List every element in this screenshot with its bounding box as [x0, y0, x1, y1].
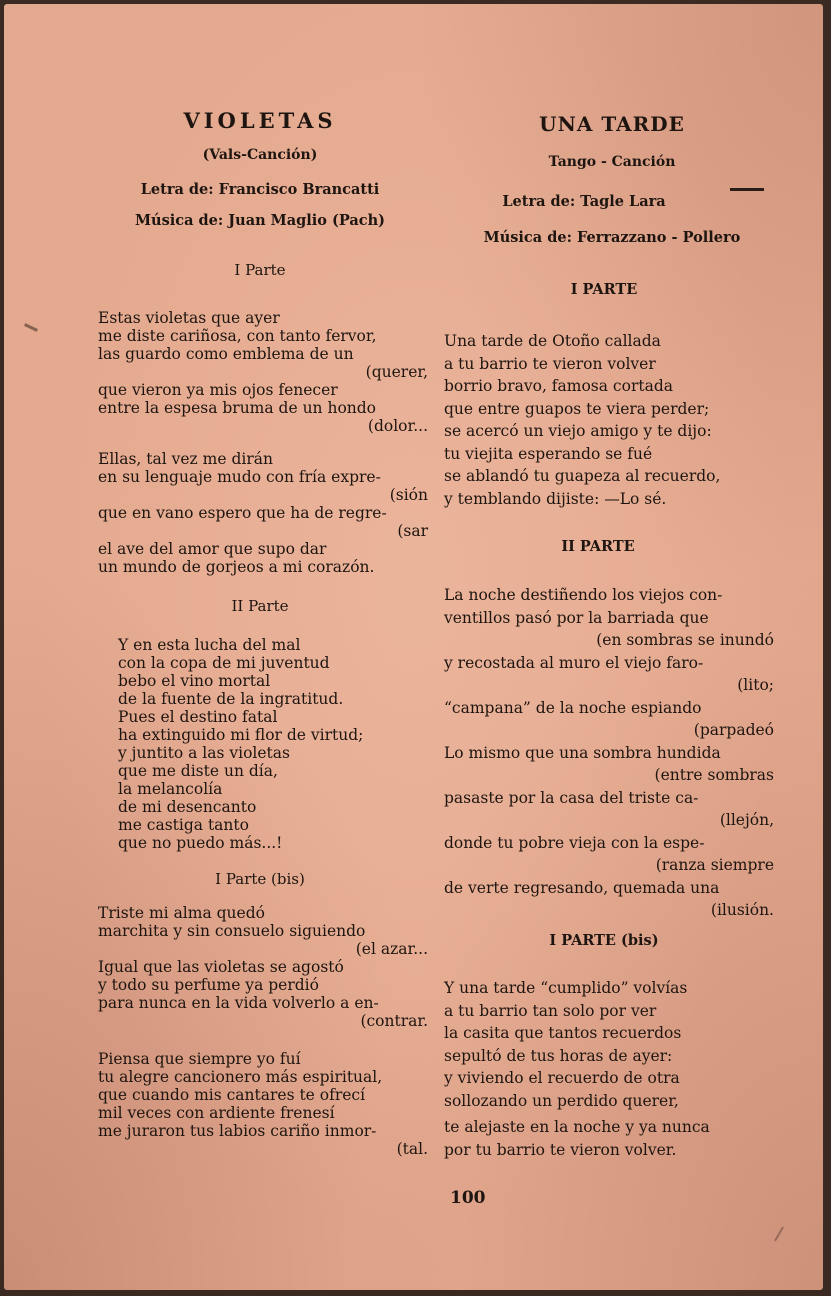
song-column-violetas — [90, 4, 430, 1290]
verse-line: marchita y sin consuelo siguiendo — [98, 922, 366, 940]
verse-line: que en vano espero que ha de regre- — [98, 504, 387, 522]
verse-line: que no puedo más...! — [118, 834, 283, 852]
verse-line: Lo mismo que una sombra hundida — [444, 743, 721, 762]
verse-line: para nunca en la vida volverlo a en- — [98, 994, 379, 1012]
verse-line-continuation: (en sombras se inundó — [596, 631, 774, 649]
section-heading: II Parte — [231, 597, 289, 615]
verse-line-continuation: (sión — [389, 486, 428, 504]
song-column-una-tarde — [442, 4, 782, 1290]
verse-line: con la copa de mi juventud — [118, 654, 330, 672]
verse-line: ventillos pasó por la barriada que — [444, 608, 709, 627]
section-heading: I Parte — [234, 261, 286, 279]
verse-stanza — [98, 450, 428, 576]
verse-line-continuation: (lito; — [737, 676, 774, 694]
verse-line: y viviendo el recuerdo de otra — [444, 1069, 680, 1087]
verse-line: y todo su perfume ya perdió — [98, 976, 319, 994]
verse-line: borrio bravo, famosa cortada — [444, 377, 673, 395]
song-subtitle: Tango - Canción — [548, 154, 676, 170]
verse-line: “campana” de la noche espiando — [444, 698, 702, 717]
verse-line-continuation: (llejón, — [719, 811, 774, 829]
verse-line: me castiga tanto — [118, 816, 249, 834]
ink-mark — [730, 188, 764, 191]
verse-line: de la fuente de la ingratitud. — [118, 690, 344, 708]
verse-line: donde tu pobre vieja con la espe- — [444, 833, 705, 852]
verse-line: que cuando mis cantares te ofrecí — [98, 1086, 366, 1104]
verse-line: y temblando dijiste: —Lo sé. — [444, 489, 667, 508]
verse-line: que vieron ya mis ojos fenecer — [98, 381, 338, 399]
verse-line: por tu barrio te vieron volver. — [444, 1140, 677, 1159]
verse-line: el ave del amor que supo dar — [98, 540, 327, 558]
section-heading: I PARTE — [570, 281, 638, 298]
verse-line: mil veces con ardiente frenesí — [98, 1104, 335, 1122]
verse-line: a tu barrio te vieron volver — [444, 354, 656, 373]
verse-line: Una tarde de Otoño callada — [444, 332, 661, 350]
verse-line: La noche destiñendo los viejos con- — [444, 586, 723, 604]
verse-line: de verte regresando, quemada una — [444, 878, 720, 897]
verse-line: las guardo como emblema de un — [98, 345, 354, 363]
verse-line-continuation: (ilusión. — [710, 901, 774, 919]
verse-line: entre la espesa bruma de un hondo — [98, 399, 377, 417]
verse-line: Estas violetas que ayer — [98, 309, 280, 327]
verse-line: me diste cariñosa, con tanto fervor, — [98, 327, 377, 345]
verse-line: sollozando un perdido querer, — [444, 1091, 679, 1110]
verse-stanza — [98, 904, 428, 1030]
verse-line: Piensa que siempre yo fuí — [98, 1050, 301, 1068]
verse-line: bebo el vino mortal — [118, 672, 271, 690]
verse-stanza — [444, 977, 774, 1161]
verse-line: tu alegre cancionero más espiritual, — [98, 1068, 383, 1086]
verse-line-continuation: (sar — [397, 522, 428, 540]
verse-line: la melancolía — [118, 780, 223, 798]
verse-line: la casita que tantos recuerdos — [444, 1024, 682, 1042]
verse-line: Ellas, tal vez me dirán — [98, 450, 273, 468]
verse-line: Triste mi alma quedó — [98, 904, 265, 922]
verse-stanza — [444, 584, 774, 922]
lyrics-credit: Letra de: Francisco Brancatti — [140, 181, 380, 198]
verse-line: ha extinguido mi flor de virtud; — [118, 726, 364, 744]
verse-line-continuation: (dolor... — [367, 417, 428, 435]
verse-line-continuation: (ranza siempre — [655, 856, 774, 874]
verse-stanza — [98, 309, 428, 435]
verse-line-continuation: (entre sombras — [654, 766, 774, 784]
verse-line: que entre guapos te viera perder; — [444, 399, 710, 418]
verse-line: me juraron tus labios cariño inmor- — [98, 1122, 377, 1140]
verse-line: a tu barrio tan solo por ver — [444, 1001, 657, 1020]
verse-line: Y en esta lucha del mal — [118, 636, 301, 654]
verse-stanza — [444, 330, 774, 510]
verse-line: Y una tarde “cumplido” volvías — [444, 979, 688, 997]
verse-line: y juntito a las violetas — [118, 744, 290, 762]
verse-line-continuation: (contrar. — [360, 1012, 428, 1030]
verse-line: de mi desencanto — [118, 798, 257, 816]
verse-stanza — [98, 1050, 428, 1158]
verse-line-continuation: (el azar... — [355, 940, 428, 958]
verse-line: Pues el destino fatal — [118, 708, 278, 726]
verse-stanza — [118, 636, 428, 852]
section-heading: II PARTE — [561, 538, 635, 555]
verse-line-continuation: (parpadeó — [693, 721, 774, 739]
song-title: VIOLETAS — [183, 108, 337, 133]
book-page — [4, 4, 823, 1290]
verse-line-continuation: (tal. — [396, 1140, 428, 1158]
verse-line: tu viejita esperando se fué — [444, 444, 653, 463]
lyrics-credit: Letra de: Tagle Lara — [502, 193, 666, 210]
verse-line: y recostada al muro el viejo faro- — [444, 653, 704, 672]
section-heading: I Parte (bis) — [215, 870, 305, 888]
section-heading: I PARTE (bis) — [549, 932, 659, 949]
music-credit: Música de: Ferrazzano - Pollero — [483, 229, 741, 246]
verse-line: Igual que las violetas se agostó — [98, 958, 344, 976]
page-number: 100 — [450, 1188, 486, 1208]
verse-line: sepultó de tus horas de ayer: — [444, 1046, 673, 1065]
verse-line: pasaste por la casa del triste ca- — [444, 788, 699, 807]
ink-speck — [24, 323, 38, 332]
verse-line: se ablandó tu guapeza al recuerdo, — [444, 467, 721, 485]
verse-line: en su lenguaje mudo con fría expre- — [98, 468, 381, 486]
verse-line: te alejaste en la noche y ya nunca — [444, 1118, 710, 1136]
music-credit: Música de: Juan Maglio (Pach) — [134, 212, 385, 229]
verse-line: se acercó un viejo amigo y te dijo: — [444, 422, 712, 440]
verse-line: un mundo de gorjeos a mi corazón. — [98, 558, 375, 576]
verse-line-continuation: (querer, — [365, 363, 428, 381]
verse-line: que me diste un día, — [118, 762, 278, 780]
song-title: UNA TARDE — [539, 112, 685, 136]
song-subtitle: (Vals-Canción) — [202, 147, 318, 163]
